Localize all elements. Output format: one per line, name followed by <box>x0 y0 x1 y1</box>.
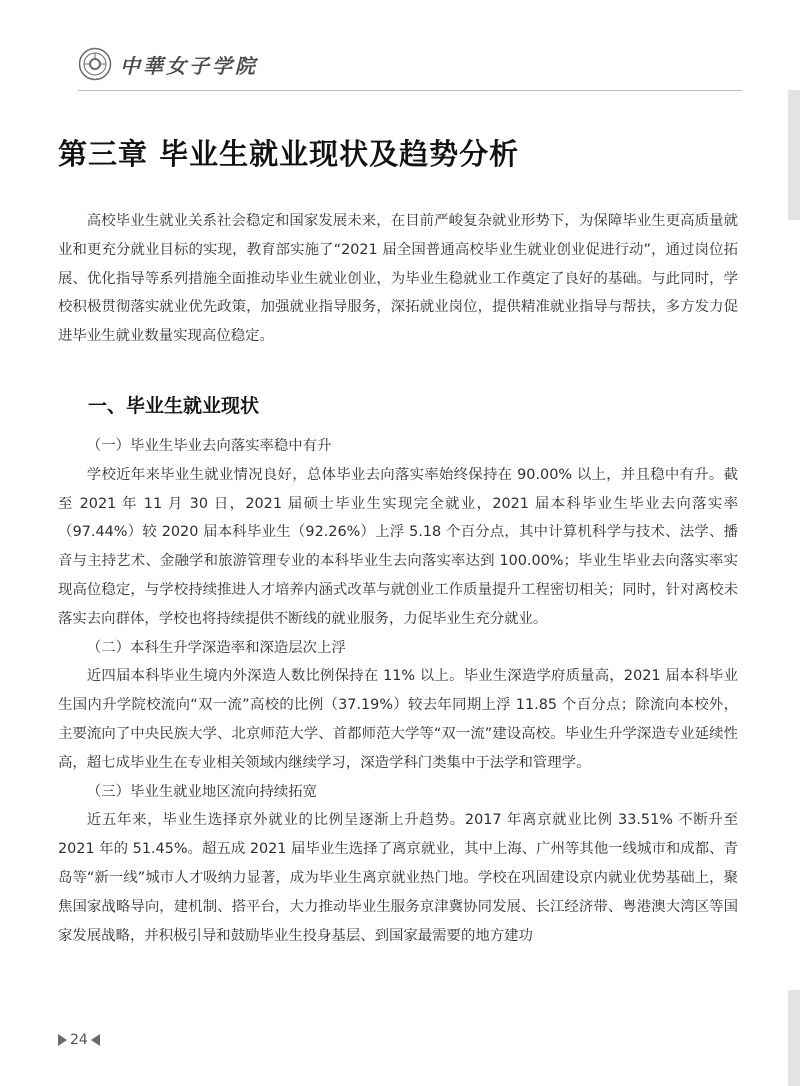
intro-paragraph: 高校毕业生就业关系社会稳定和国家发展未来，在目前严峻复杂就业形势下，为保障毕业生更高质量就业和更充分就业目标的实现，教育部实施了“2021 届全国普通高校毕业生就业创业促进行动”，通过岗位拓展、优化指导等系列措施全面推动毕业生就业创业，为毕业生稳就业工作奠定了良好的基础。与此同时，学校积极贯彻落实就业优先政策，加强就业指导服务，深拓就业岗位，提供精准就业指导与帮扶，多方发力促进毕业生就业数量实现高位稳定。 <box>58 213 738 345</box>
page-footer <box>58 1032 100 1048</box>
subsection-title: （三）毕业生就业地区流向持续拓宽 <box>86 783 318 800</box>
page-edge-tab <box>788 990 800 1086</box>
triangle-left-icon <box>91 1034 100 1046</box>
page-content <box>58 132 738 950</box>
subsection-title: （一）毕业生毕业去向落实率稳中有升 <box>86 437 332 454</box>
subsection-paragraph: 近四届本科毕业生境内外深造人数比例保持在 11% 以上。毕业生深造学府质量高，2021 届本科毕业生国内升学院校流向“双一流”高校的比例（37.19%）较去年同期上浮 11.85 个百分点；除流向本校外，主要流向了中央民族大学、北京师范大学、首都师范大学等“双一流”建设高校。毕业生升学深造专业延续性高，超七成毕业生在专业相关领域内继续学习，深造学科门类集中于法学和管理学。 <box>58 668 738 771</box>
page-number: 24 <box>70 1032 88 1048</box>
subsection-title: （二）本科生升学深造率和深造层次上浮 <box>86 639 346 656</box>
page-edge-tab <box>788 90 800 220</box>
subsection-paragraph: 学校近年来毕业生就业情况良好，总体毕业去向落实率始终保持在 90.00% 以上，并且稳中有升。截至 2021 年 11 月 30 日，2021 届硕士毕业生实现完全就业，2021 届本科毕业生毕业去向落实率（97.44%）较 2020 届本科毕业生（92.26%）上浮 5.18 个百分点，其中计算机科学与技术、法学、播音与主持艺术、金融学和旅游管理专业的本科毕业生去向落实率达到 100.00%；毕业生毕业去向落实率实现高位稳定，与学校持续推进人才培养内涵式改革与就创业工作质量提升工程密切相关；同时，针对离校未落实去向群体，学校也将持续提供不断线的就业服务，力促毕业生充分就业。 <box>58 466 738 627</box>
college-seal-icon <box>78 47 112 81</box>
page-header <box>78 44 258 84</box>
subsection-paragraph: 近五年来，毕业生选择京外就业的比例呈逐渐上升趋势。2017 年离京就业比例 33.51% 不断升至 2021 年的 51.45%。超五成 2021 届毕业生选择了离京就业，其中上海、广州等其他一线城市和成都、青岛等“新一线”城市人才吸纳力显著，成为毕业生离京就业热门地。学校在巩固建设京内就业优势基础上，聚焦国家战略导向，建机制、搭平台，大力推动毕业生服务京津冀协同发展、长江经济带、粤港澳大湾区等国家发展战略，并积极引导和鼓励毕业生投身基层、到国家最需要的地方建功 <box>58 812 738 944</box>
triangle-right-icon <box>58 1034 67 1046</box>
chapter-title: 第三章 毕业生就业现状及趋势分析 <box>58 137 520 171</box>
college-name-logo: 中華女子学院 <box>120 53 258 78</box>
header-divider <box>78 90 742 91</box>
section-title: 一、毕业生就业现状 <box>88 394 260 417</box>
